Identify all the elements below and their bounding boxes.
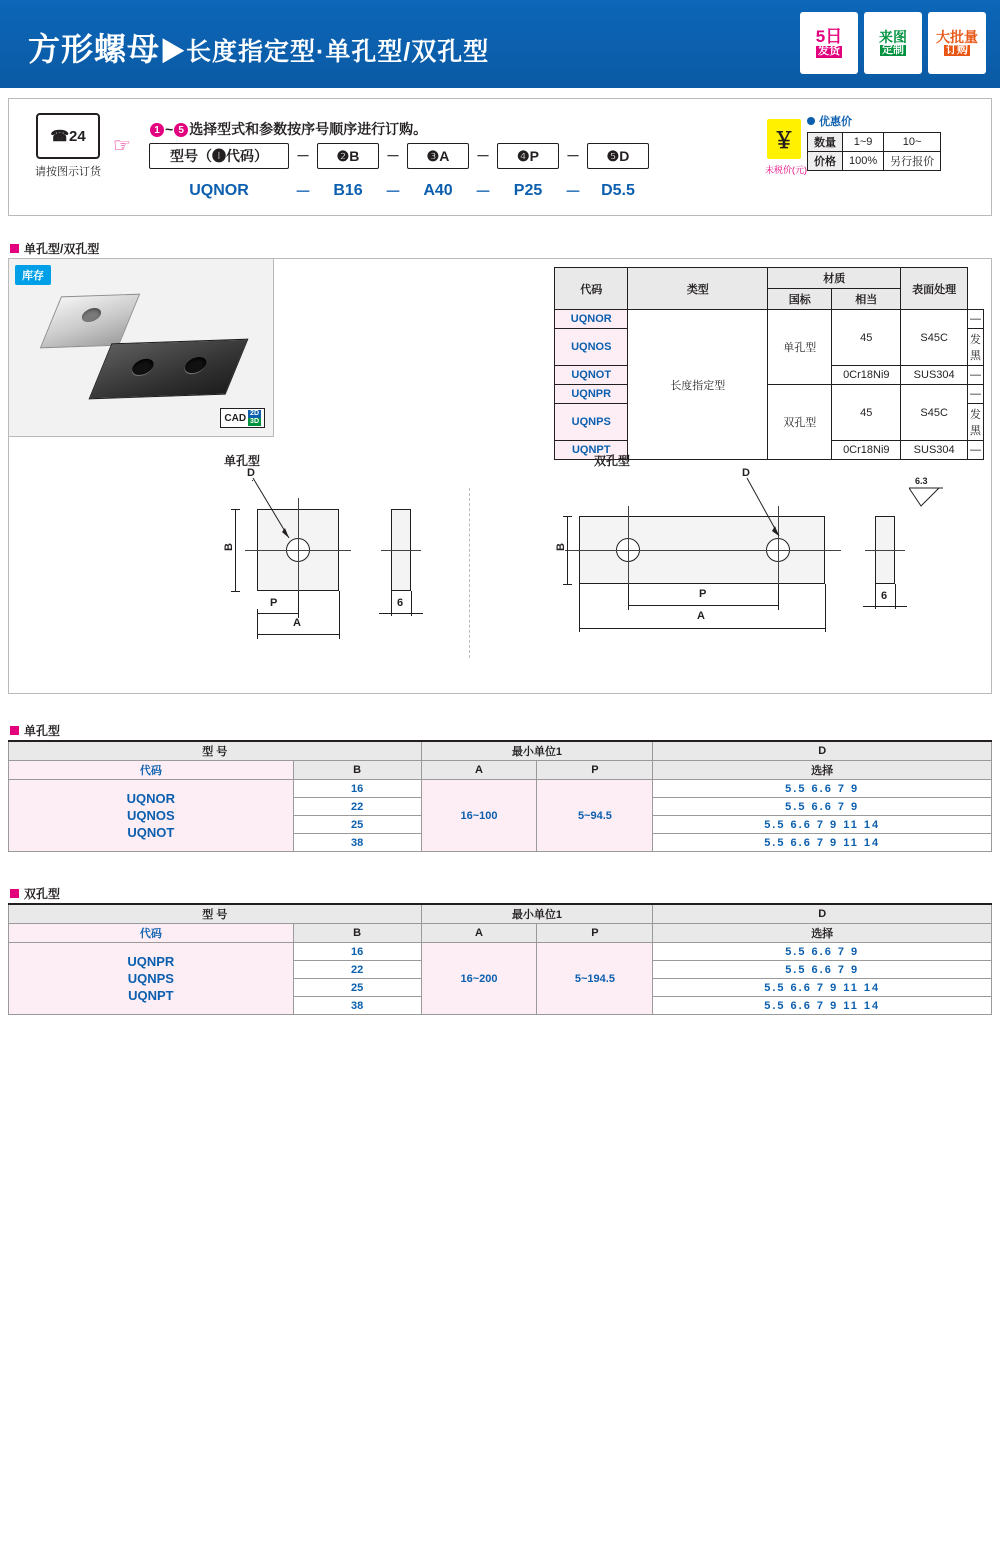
section-heading-single-label: 单孔型: [24, 724, 61, 738]
order-instruction-text: 1 ~ 5 选择型式和参数按序号顺序进行订购。: [149, 119, 427, 139]
mat-head-type: 类型: [628, 268, 768, 310]
mat-gb-1: 45: [832, 310, 901, 366]
cad-label: CAD: [224, 412, 247, 424]
price-title: [807, 113, 977, 129]
table-row: [9, 780, 992, 798]
spec-single-code-0: UQNOR: [126, 791, 176, 806]
page-title-sub: 长度指定型·单孔型/双孔型: [186, 38, 490, 66]
drawing-single-dim-A: A: [293, 617, 301, 629]
spec-single-head-code: 代码: [9, 761, 294, 780]
drawing-double-side-centerline: [865, 550, 905, 551]
order-field-b: ❷B: [317, 143, 379, 169]
spec-double-d-3: 5.5 6.6 7 9 11 14: [653, 997, 992, 1015]
mat-equiv-6: SUS304: [901, 441, 968, 460]
figure-panel: [8, 258, 992, 694]
spec-single-header-1: [9, 741, 992, 761]
mat-equiv-4: S45C: [901, 385, 968, 441]
order-example-dash-4: －: [564, 184, 581, 201]
mat-type-single: 单孔型: [768, 310, 832, 385]
price-price-2: 另行报价: [884, 152, 941, 171]
material-table-row: [555, 385, 984, 404]
order-dash-1: －: [296, 148, 310, 164]
spec-single-d-0: 5.5 6.6 7 9: [653, 780, 992, 798]
product-photo-nut-light: [40, 294, 140, 349]
spec-single-head-d: D: [653, 741, 992, 761]
spec-double-header-1: [9, 904, 992, 924]
section-heading-double: [10, 885, 60, 902]
spec-single-head-p: P: [537, 761, 653, 780]
mat-code-uqnpr: UQNPR: [555, 385, 628, 404]
product-photo-nut-dark: [89, 339, 249, 400]
drawing-roughness-value: 6.3: [915, 476, 928, 486]
order-dash-3: －: [476, 148, 490, 164]
spec-double-head-b: B: [293, 924, 421, 943]
mat-surface-1: —: [968, 310, 984, 329]
mat-type-group: 长度指定型: [628, 310, 768, 460]
mat-code-uqnps: UQNPS: [555, 404, 628, 441]
badge-ship-line2: 发货: [818, 45, 840, 58]
order-code-row: [149, 143, 649, 169]
price-price-head: 价格: [808, 152, 843, 171]
page-title-arrow: ▶: [160, 38, 187, 66]
badge-bulk-line2: 订购: [946, 43, 968, 56]
spec-single-head-model: 型 号: [9, 741, 422, 761]
order-instruction-label: 选择型式和参数按序号顺序进行订购。: [189, 121, 428, 137]
order-example-p: P25: [513, 181, 543, 199]
spec-double-head-p: P: [537, 924, 653, 943]
page-header: [0, 0, 1000, 88]
badge-ship-line1: 5日: [815, 27, 843, 47]
mat-code-uqnpt: UQNPT: [555, 441, 628, 460]
spec-double-d-0: 5.5 6.6 7 9: [653, 943, 992, 961]
mat-code-uqnot: UQNOT: [555, 366, 628, 385]
price-qty-1: 1~9: [843, 133, 884, 152]
spec-double-b-3: 38: [293, 997, 421, 1015]
price-table: [807, 132, 941, 171]
drawing-label-single: 单孔型: [224, 454, 261, 468]
mat-equiv-1: S45C: [901, 310, 968, 366]
order-example-dash-2: －: [384, 184, 401, 201]
section-heading-types: [10, 240, 99, 257]
drawing-label-double: 双孔型: [594, 454, 631, 468]
spec-single-d-3: 5.5 6.6 7 9 11 14: [653, 834, 992, 852]
pointing-hand-icon: ☞: [113, 135, 131, 157]
mat-surface-6: —: [968, 441, 984, 460]
material-table-header-row-1: [555, 268, 984, 289]
drawing-single-dim-P: P: [270, 597, 278, 609]
drawing-double-centerline-vl: [628, 506, 629, 594]
spec-double-code-1: UQNPS: [127, 971, 174, 986]
material-table: [554, 267, 984, 460]
drawing-single-thickness: 6: [397, 597, 404, 609]
spec-double-b-0: 16: [293, 943, 421, 961]
badge-bulk-line1: 大批量: [936, 28, 978, 45]
spec-double-b-1: 22: [293, 961, 421, 979]
product-photo: [9, 259, 274, 437]
mat-equiv-3: SUS304: [901, 366, 968, 385]
spec-single-code-2: UQNOT: [127, 825, 175, 840]
mat-head-equiv: 相当: [832, 289, 901, 310]
spec-double-code-0: UQNPR: [127, 954, 175, 969]
mat-head-surface: 表面处理: [901, 268, 968, 310]
phone-order-caption: 请按图示订货: [35, 166, 101, 178]
spec-double-d-1: 5.5 6.6 7 9: [653, 961, 992, 979]
order-example-row: [149, 179, 649, 202]
mat-gb-3: 0Cr18Ni9: [832, 366, 901, 385]
cad-3d-badge: 3D: [250, 418, 259, 425]
mat-head-code: 代码: [555, 268, 628, 310]
drawing-single-dim-D: D: [247, 467, 255, 479]
drawing-double-centerline-h: [565, 550, 841, 551]
order-example-b: B16: [333, 181, 363, 199]
drawing-double-D-leader: [729, 474, 799, 546]
price-notax-note: 未税价(元): [765, 165, 807, 175]
drawing-single-D-leader: [239, 474, 309, 546]
spec-single-b-0: 16: [293, 780, 421, 798]
drawing-double-dim-D: D: [742, 467, 750, 479]
technical-drawing-area: [9, 438, 991, 693]
drawing-single-dim-B: B: [222, 543, 235, 551]
phone-order-icon: [27, 113, 109, 187]
spec-single-b-2: 25: [293, 816, 421, 834]
spec-single-b-1: 22: [293, 798, 421, 816]
spec-single-p-range: 5~94.5: [537, 780, 653, 852]
spec-single-b-3: 38: [293, 834, 421, 852]
mat-head-material: 材质: [768, 268, 901, 289]
mat-surface-4: —: [968, 385, 984, 404]
spec-double-b-2: 25: [293, 979, 421, 997]
mat-gb-6: 0Cr18Ni9: [832, 441, 901, 460]
stock-badge: 库存: [15, 265, 51, 285]
spec-table-single: [8, 740, 992, 852]
order-field-p: ❹P: [497, 143, 559, 169]
spec-double-header-2: [9, 924, 992, 943]
order-dash-4: －: [566, 148, 580, 164]
cad-download-icon[interactable]: [220, 408, 265, 428]
badge-custom-line1: 来图: [879, 28, 907, 45]
price-row-price: [808, 152, 941, 171]
order-dash-2: －: [386, 148, 400, 164]
drawing-divider: [469, 488, 470, 658]
badge-custom-order: [864, 12, 922, 74]
drawing-double-dim-B: B: [554, 543, 567, 551]
spec-double-head-d-sub: 选择: [653, 924, 992, 943]
spec-single-head-b: B: [293, 761, 421, 780]
drawing-double-thickness: 6: [881, 590, 888, 602]
mat-type-double: 双孔型: [768, 385, 832, 460]
order-field-d: ❺D: [587, 143, 649, 169]
spec-double-a-range: 16~200: [421, 943, 537, 1015]
mat-code-uqnos: UQNOS: [555, 329, 628, 366]
order-example-d: D5.5: [601, 181, 635, 199]
price-row-qty: [808, 133, 941, 152]
badge-ship-5days: [800, 12, 858, 74]
spec-double-codes: [9, 943, 294, 1015]
spec-double-code-2: UQNPT: [128, 988, 174, 1003]
spec-single-header-2: [9, 761, 992, 780]
order-example-dash-3: －: [474, 184, 491, 201]
mat-code-uqnor: UQNOR: [555, 310, 628, 329]
spec-single-d-2: 5.5 6.6 7 9 11 14: [653, 816, 992, 834]
order-field-model: 型号（❶代码）: [149, 143, 289, 169]
price-block: [765, 113, 977, 175]
cad-2d-badge: 2D: [250, 410, 259, 417]
spec-double-p-range: 5~194.5: [537, 943, 653, 1015]
spec-double-head-code: 代码: [9, 924, 294, 943]
page-title-main: 方形螺母: [28, 31, 161, 67]
price-price-1: 100%: [843, 152, 884, 171]
drawing-double-dim-P: P: [699, 588, 707, 600]
price-qty-head: 数量: [808, 133, 843, 152]
page-title: [28, 24, 489, 70]
mat-surface-5: 发黑: [968, 404, 984, 441]
order-example-a: A40: [423, 181, 453, 199]
spec-single-code-1: UQNOS: [127, 808, 175, 823]
price-qty-2: 10~: [884, 133, 941, 152]
spec-double-head-d: D: [653, 904, 992, 924]
drawing-single-side-centerline: [381, 550, 421, 551]
order-example-model: UQNOR: [189, 181, 249, 199]
price-title-label: 优惠价: [819, 116, 852, 128]
order-example-dash-1: －: [294, 184, 311, 201]
mat-surface-3: —: [968, 366, 984, 385]
spec-double-head-model: 型 号: [9, 904, 422, 924]
spec-single-a-range: 16~100: [421, 780, 537, 852]
spec-double-d-2: 5.5 6.6 7 9 11 14: [653, 979, 992, 997]
badge-bulk-order: [928, 12, 986, 74]
mat-surface-2: 发黑: [968, 329, 984, 366]
badge-custom-line2: 定制: [882, 43, 904, 56]
spec-single-head-a: A: [421, 761, 537, 780]
phone-24h-icon: ☎24: [36, 113, 100, 159]
roughness-symbol-icon: [909, 486, 945, 508]
mat-head-gb: 国标: [768, 289, 832, 310]
order-instruction-box: [8, 98, 992, 216]
section-heading-single: [10, 722, 60, 739]
section-heading-double-label: 双孔型: [24, 887, 61, 901]
yen-icon: ￥: [767, 119, 801, 159]
spec-double-head-a: A: [421, 924, 537, 943]
section-heading-types-label: 单孔型/双孔型: [24, 242, 100, 256]
order-field-a: ❸A: [407, 143, 469, 169]
spec-double-head-unit: 最小单位1: [421, 904, 653, 924]
spec-single-codes: [9, 780, 294, 852]
drawing-double-dim-A: A: [697, 610, 705, 622]
spec-single-head-d-sub: 选择: [653, 761, 992, 780]
header-badges: [800, 12, 986, 74]
spec-single-head-unit: 最小单位1: [421, 741, 653, 761]
material-table-row: [555, 310, 984, 329]
mat-gb-4: 45: [832, 385, 901, 441]
table-row: [9, 943, 992, 961]
spec-single-d-1: 5.5 6.6 7 9: [653, 798, 992, 816]
spec-table-double: [8, 903, 992, 1015]
